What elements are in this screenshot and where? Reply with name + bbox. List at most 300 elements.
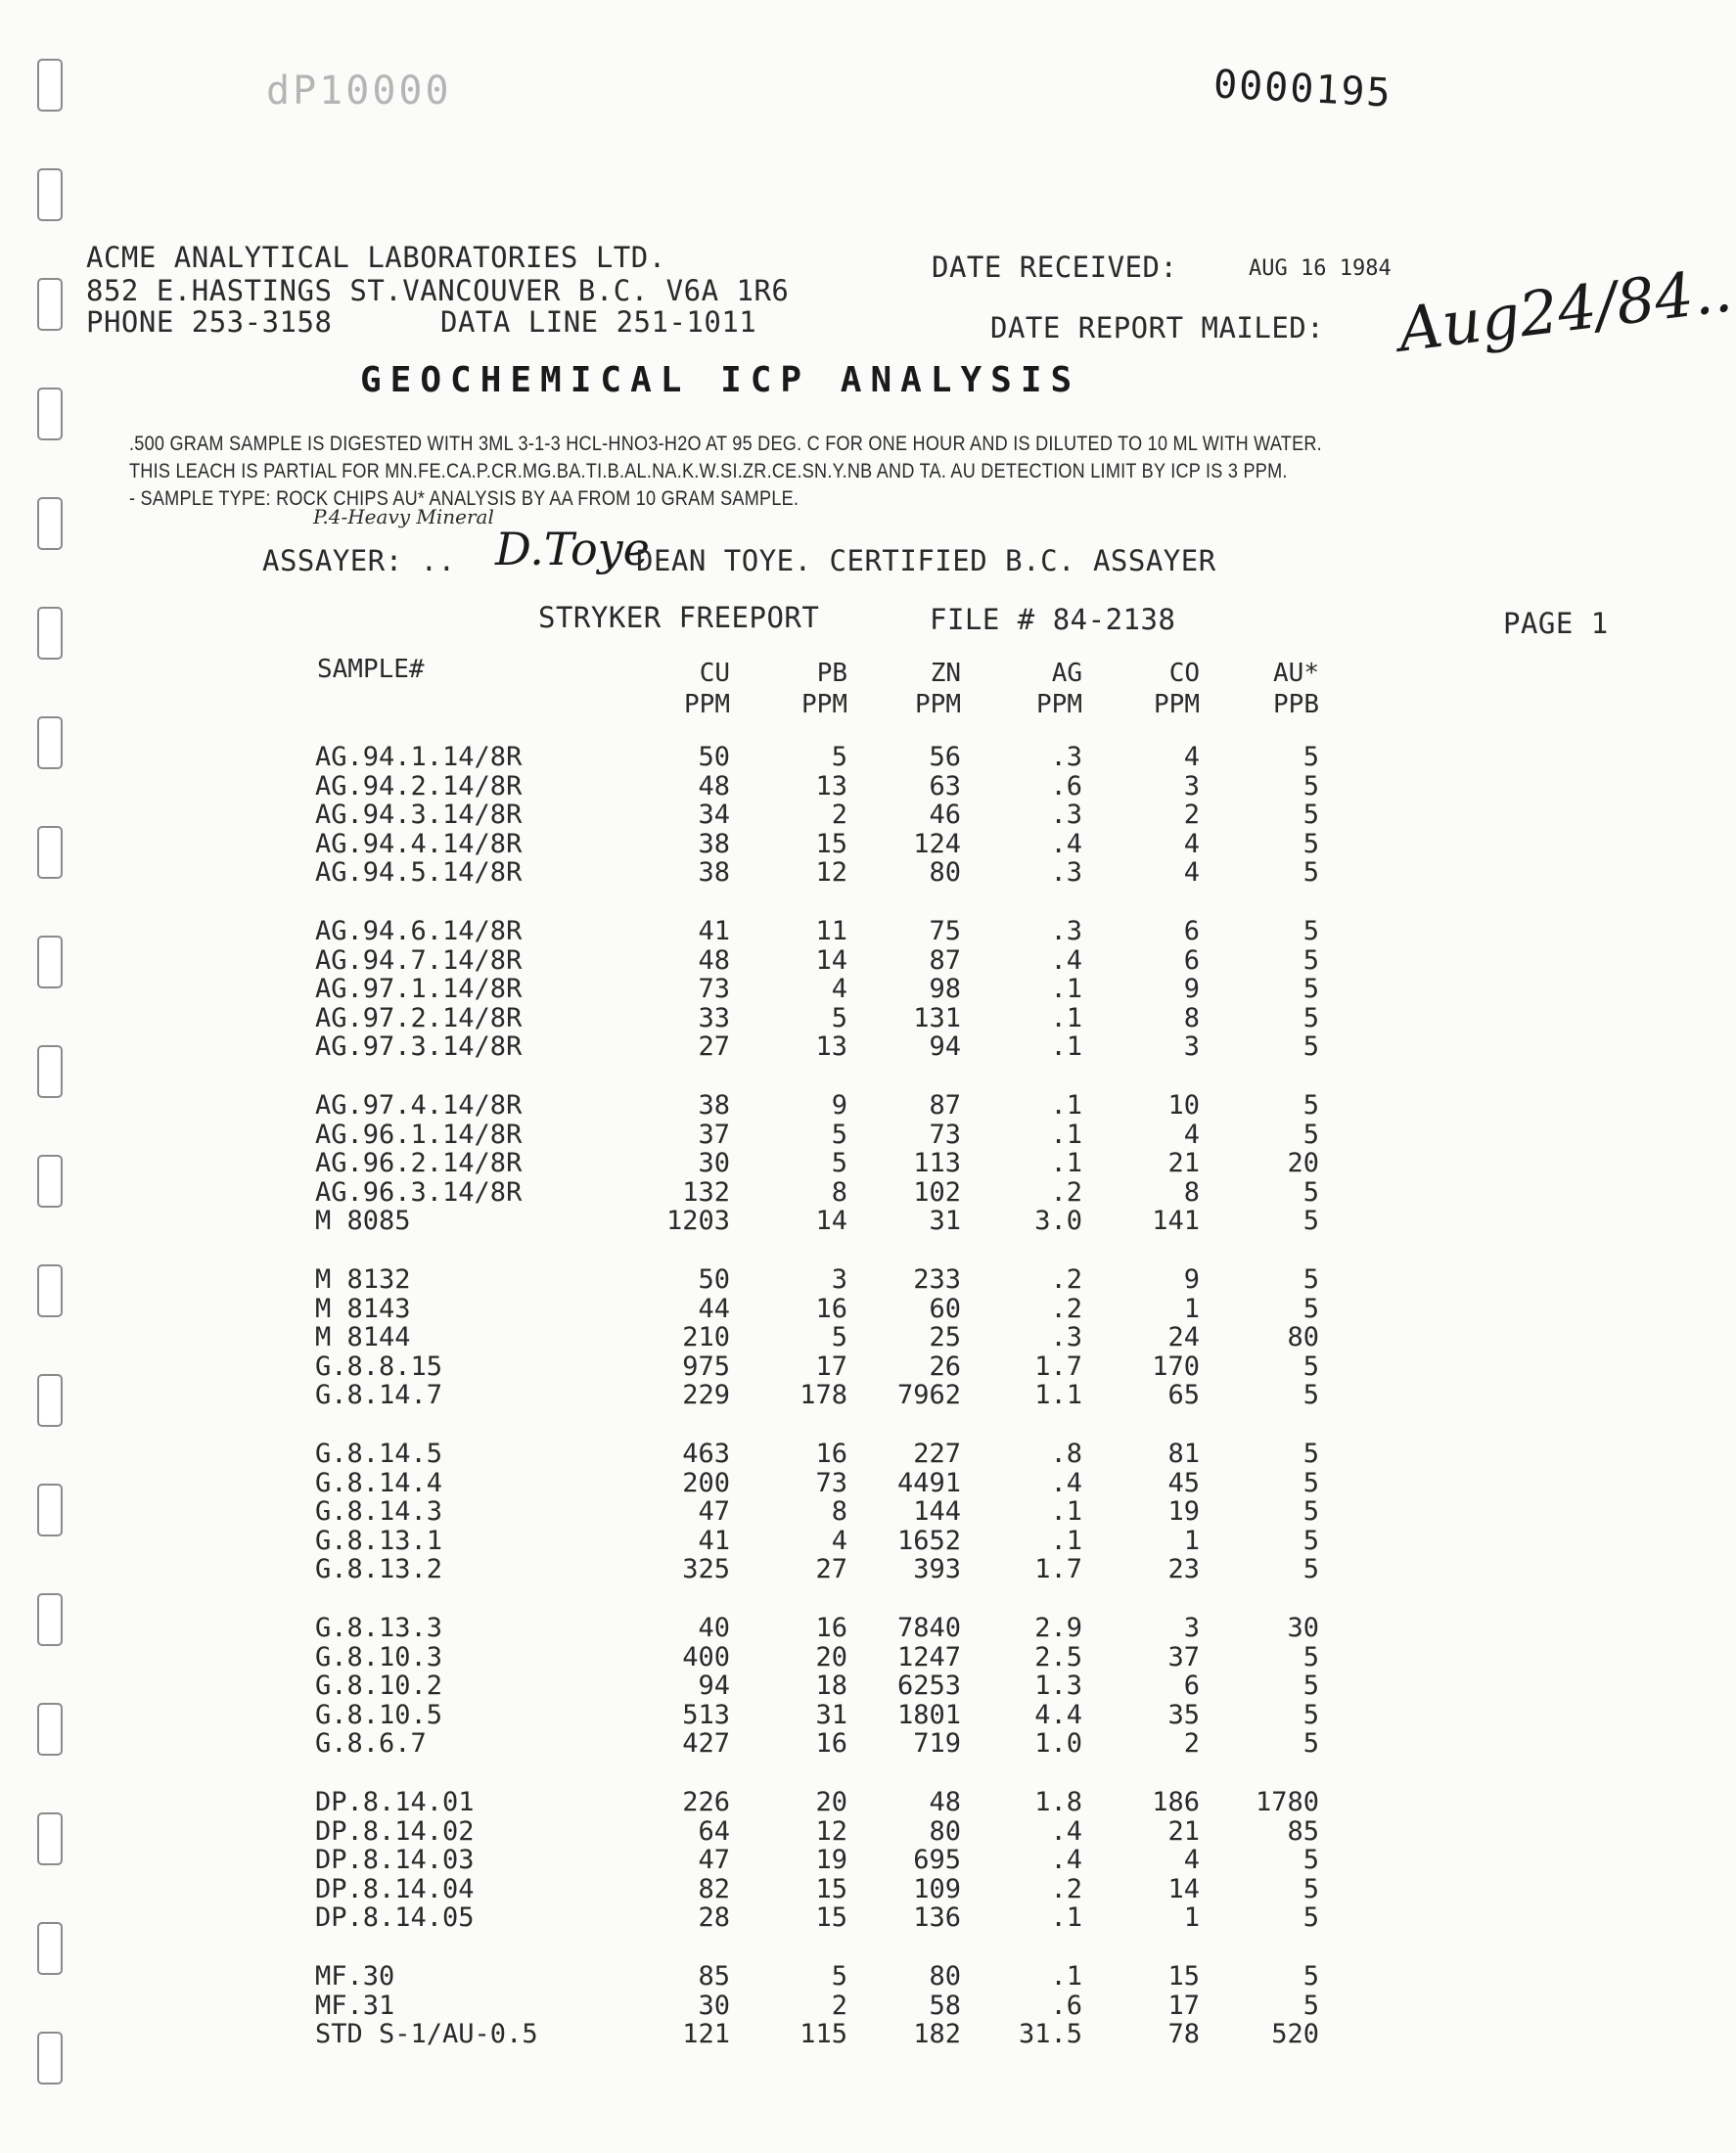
cell-au: 5 [1302, 742, 1319, 772]
table-row [294, 1090, 1370, 1120]
handwritten-note: P.4-Heavy Mineral [313, 505, 494, 528]
project-name: STRYKER FREEPORT [538, 601, 820, 634]
cell-au: 5 [1302, 916, 1319, 946]
cell-cu: 73 [698, 974, 730, 1005]
cell-cu: 47 [698, 1496, 730, 1528]
cell-co: 3 [1183, 1031, 1200, 1063]
cell-zn: 56 [929, 742, 961, 772]
cell-sample: G.8.13.2 [315, 1554, 443, 1585]
table-row [294, 1991, 1370, 2020]
cell-au: 5 [1302, 1090, 1319, 1121]
binder-hole [37, 1593, 63, 1646]
cell-zn: 1247 [896, 1641, 961, 1672]
column-label: ZN [930, 659, 961, 688]
cell-co: 4 [1183, 857, 1200, 889]
cell-cu: 47 [698, 1845, 730, 1876]
cell-pb: 8 [831, 1496, 847, 1528]
cell-ag: .3 [1050, 857, 1082, 889]
cell-cu: 226 [682, 1787, 730, 1817]
cell-cu: 48 [698, 944, 730, 976]
cell-sample: AG.97.3.14/8R [315, 1031, 523, 1063]
cell-sample: AG.96.3.14/8R [315, 1176, 523, 1208]
cell-au: 5 [1302, 857, 1319, 889]
cell-cu: 229 [682, 1380, 730, 1411]
cell-ag: 1.1 [1034, 1380, 1082, 1411]
cell-au: 5 [1302, 1525, 1319, 1556]
table-row [294, 1206, 1370, 1235]
cell-au: 5 [1302, 1496, 1319, 1528]
cell-pb: 5 [831, 1322, 847, 1353]
column-unit: PPM [1036, 690, 1082, 719]
cell-co: 2 [1183, 800, 1200, 831]
cell-pb: 5 [831, 742, 847, 772]
cell-ag: .1 [1050, 974, 1082, 1005]
cell-zn: 144 [913, 1496, 961, 1528]
cell-co: 14 [1167, 1873, 1200, 1904]
cell-ag: .3 [1050, 800, 1082, 831]
cell-co: 65 [1167, 1380, 1200, 1411]
cell-co: 45 [1167, 1467, 1200, 1498]
cell-pb: 4 [831, 1525, 847, 1556]
cell-sample: AG.94.1.14/8R [315, 742, 523, 772]
cell-co: 4 [1183, 742, 1200, 772]
lab-data-line: DATA LINE 251-1011 [440, 305, 757, 339]
page-label: PAGE 1 [1503, 607, 1609, 640]
cell-zn: 4491 [896, 1467, 961, 1498]
cell-sample: M 8085 [315, 1206, 411, 1237]
column-header-cu [684, 658, 730, 720]
cell-ag: .2 [1050, 1293, 1082, 1324]
column-label: CO [1168, 659, 1200, 688]
binder-hole [37, 1484, 63, 1536]
cell-au: 5 [1302, 1845, 1319, 1876]
table-row [294, 857, 1370, 887]
cell-sample: DP.8.14.02 [315, 1815, 475, 1847]
assayer-signature: D.Toye [495, 523, 650, 575]
cell-sample: STD S-1/AU-0.5 [315, 2019, 538, 2050]
cell-sample: M 8143 [315, 1293, 411, 1324]
method-note-3: - SAMPLE TYPE: ROCK CHIPS AU* ANALYSIS BY AA FROM 10 GRAM SAMPLE. [129, 487, 799, 510]
cell-au: 5 [1302, 800, 1319, 831]
cell-zn: 1801 [896, 1699, 961, 1730]
cell-pb: 14 [815, 1206, 847, 1237]
table-row [294, 1294, 1370, 1323]
table-row [294, 945, 1370, 975]
cell-cu: 34 [698, 800, 730, 831]
table-row [294, 2019, 1370, 2048]
cell-zn: 80 [929, 1961, 961, 1992]
cell-co: 1 [1183, 1902, 1200, 1934]
cell-sample: G.8.14.7 [315, 1380, 443, 1411]
cell-pb: 4 [831, 974, 847, 1005]
cell-pb: 15 [815, 828, 847, 859]
cell-cu: 38 [698, 828, 730, 859]
cell-zn: 227 [913, 1439, 961, 1469]
cell-zn: 94 [929, 1031, 961, 1063]
cell-ag: 1.0 [1034, 1728, 1082, 1760]
binder-hole [37, 1922, 63, 1975]
cell-ag: 31.5 [1018, 2019, 1082, 2050]
cell-au: 5 [1302, 1467, 1319, 1498]
cell-sample: AG.97.4.14/8R [315, 1090, 523, 1121]
cell-pb: 13 [815, 770, 847, 802]
cell-ag: .1 [1050, 1961, 1082, 1992]
cell-au: 5 [1302, 828, 1319, 859]
cell-cu: 50 [698, 1264, 730, 1295]
cell-cu: 50 [698, 742, 730, 772]
cell-au: 5 [1302, 944, 1319, 976]
file-number: FILE # 84-2138 [930, 603, 1176, 636]
cell-au: 30 [1287, 1613, 1319, 1643]
table-row [294, 1845, 1370, 1874]
cell-co: 1 [1183, 1293, 1200, 1324]
cell-sample: G.8.14.3 [315, 1496, 443, 1528]
date-received-label: DATE RECEIVED: [932, 251, 1178, 284]
cell-ag: 2.5 [1034, 1641, 1082, 1672]
cell-pb: 31 [815, 1699, 847, 1730]
binder-hole [37, 497, 63, 550]
cell-pb: 15 [815, 1873, 847, 1904]
cell-au: 5 [1302, 1439, 1319, 1469]
cell-ag: .1 [1050, 1119, 1082, 1150]
cell-au: 80 [1287, 1322, 1319, 1353]
table-row [294, 1526, 1370, 1555]
cell-sample: G.8.10.2 [315, 1671, 443, 1702]
binder-hole [37, 1264, 63, 1317]
cell-pb: 12 [815, 1815, 847, 1847]
cell-co: 8 [1183, 1176, 1200, 1208]
binder-hole [37, 716, 63, 769]
cell-ag: .4 [1050, 1845, 1082, 1876]
cell-sample: DP.8.14.01 [315, 1787, 475, 1817]
cell-ag: .3 [1050, 1322, 1082, 1353]
cell-sample: AG.96.1.14/8R [315, 1119, 523, 1150]
cell-au: 1780 [1255, 1787, 1319, 1817]
assayer-name: DEAN TOYE. CERTIFIED B.C. ASSAYER [636, 544, 1216, 577]
cell-co: 6 [1183, 944, 1200, 976]
cell-zn: 7962 [896, 1380, 961, 1411]
column-header-au [1273, 658, 1319, 720]
cell-zn: 182 [913, 2019, 961, 2050]
cell-cu: 48 [698, 770, 730, 802]
table-row [294, 1380, 1370, 1409]
cell-cu: 28 [698, 1902, 730, 1934]
cell-cu: 40 [698, 1613, 730, 1643]
cell-co: 3 [1183, 770, 1200, 802]
cell-ag: .3 [1050, 916, 1082, 946]
cell-ag: .1 [1050, 1525, 1082, 1556]
cell-ag: 4.4 [1034, 1699, 1082, 1730]
cell-co: 4 [1183, 1119, 1200, 1150]
cell-pb: 8 [831, 1176, 847, 1208]
date-mailed-handwritten: Aug24/84.. [1393, 253, 1736, 366]
binder-hole [37, 1374, 63, 1427]
binder-hole [37, 168, 63, 221]
cell-ag: .1 [1050, 1902, 1082, 1934]
cell-pb: 19 [815, 1845, 847, 1876]
table-row [294, 1554, 1370, 1583]
binder-hole [37, 1703, 63, 1756]
table-row [294, 1613, 1370, 1642]
cell-co: 4 [1183, 1845, 1200, 1876]
cell-zn: 98 [929, 974, 961, 1005]
cell-ag: .1 [1050, 1031, 1082, 1063]
cell-ag: .4 [1050, 1815, 1082, 1847]
cell-co: 3 [1183, 1613, 1200, 1643]
cell-ag: .6 [1050, 770, 1082, 802]
cell-cu: 37 [698, 1119, 730, 1150]
cell-co: 24 [1167, 1322, 1200, 1353]
cell-au: 5 [1302, 1671, 1319, 1702]
cell-cu: 82 [698, 1873, 730, 1904]
cell-ag: .4 [1050, 944, 1082, 976]
cell-ag: .3 [1050, 742, 1082, 772]
cell-zn: 25 [929, 1322, 961, 1353]
table-row [294, 1439, 1370, 1468]
cell-au: 5 [1302, 1206, 1319, 1237]
cell-au: 5 [1302, 1119, 1319, 1150]
table-row [294, 1148, 1370, 1177]
cell-au: 5 [1302, 1002, 1319, 1033]
cell-cu: 44 [698, 1293, 730, 1324]
cell-pb: 178 [799, 1380, 847, 1411]
cell-zn: 87 [929, 944, 961, 976]
cell-co: 81 [1167, 1439, 1200, 1469]
cell-au: 5 [1302, 770, 1319, 802]
cell-ag: .6 [1050, 1990, 1082, 2021]
cell-ag: 1.7 [1034, 1351, 1082, 1382]
lab-name: ACME ANALYTICAL LABORATORIES LTD. [86, 241, 666, 274]
cell-zn: 58 [929, 1990, 961, 2021]
cell-ag: 1.7 [1034, 1554, 1082, 1585]
column-header-sample [317, 654, 425, 685]
cell-pb: 2 [831, 1990, 847, 2021]
cell-au: 5 [1302, 974, 1319, 1005]
cell-sample: AG.94.3.14/8R [315, 800, 523, 831]
cell-co: 37 [1167, 1641, 1200, 1672]
cell-ag: 2.9 [1034, 1613, 1082, 1643]
cell-cu: 33 [698, 1002, 730, 1033]
cell-cu: 38 [698, 857, 730, 889]
cell-ag: .1 [1050, 1496, 1082, 1528]
table-row [294, 1874, 1370, 1903]
cell-sample: DP.8.14.04 [315, 1873, 475, 1904]
cell-au: 20 [1287, 1148, 1319, 1179]
table-row [294, 742, 1370, 771]
cell-co: 9 [1183, 1264, 1200, 1295]
cell-ag: .1 [1050, 1148, 1082, 1179]
cell-au: 5 [1302, 1641, 1319, 1672]
binder-hole [37, 826, 63, 879]
cell-pb: 3 [831, 1264, 847, 1295]
table-row [294, 1700, 1370, 1729]
table-row [294, 1322, 1370, 1351]
cell-cu: 975 [682, 1351, 730, 1382]
cell-cu: 41 [698, 1525, 730, 1556]
cell-au: 5 [1302, 1351, 1319, 1382]
cell-zn: 80 [929, 857, 961, 889]
cell-co: 170 [1152, 1351, 1200, 1382]
table-row [294, 1351, 1370, 1381]
column-header-pb [801, 658, 847, 720]
cell-cu: 513 [682, 1699, 730, 1730]
cell-cu: 200 [682, 1467, 730, 1498]
column-label: AG [1051, 659, 1082, 688]
cell-pb: 5 [831, 1002, 847, 1033]
cell-au: 5 [1302, 1031, 1319, 1063]
cell-pb: 20 [815, 1787, 847, 1817]
cell-zn: 719 [913, 1728, 961, 1760]
cell-pb: 115 [799, 2019, 847, 2050]
binder-hole [37, 59, 63, 112]
cell-cu: 85 [698, 1961, 730, 1992]
cell-co: 21 [1167, 1148, 1200, 1179]
cell-sample: AG.97.1.14/8R [315, 974, 523, 1005]
cell-pb: 18 [815, 1671, 847, 1702]
cell-pb: 9 [831, 1090, 847, 1121]
column-unit: PPM [1154, 690, 1200, 719]
cell-pb: 16 [815, 1728, 847, 1760]
cell-pb: 12 [815, 857, 847, 889]
column-label: CU [699, 659, 730, 688]
faint-stamp-number: dP10000 [266, 69, 452, 114]
cell-cu: 38 [698, 1090, 730, 1121]
cell-zn: 7840 [896, 1613, 961, 1643]
cell-sample: G.8.14.4 [315, 1467, 443, 1498]
cell-au: 85 [1287, 1815, 1319, 1847]
cell-zn: 46 [929, 800, 961, 831]
cell-co: 21 [1167, 1815, 1200, 1847]
cell-co: 35 [1167, 1699, 1200, 1730]
column-label: AU* [1273, 659, 1319, 688]
cell-zn: 6253 [896, 1671, 961, 1702]
method-note-1: .500 GRAM SAMPLE IS DIGESTED WITH 3ML 3-1-3 HCL-HNO3-H2O AT 95 DEG. C FOR ONE HOUR AND IS DILUTED TO 10 ML WITH WATER. [129, 433, 1322, 455]
table-row [294, 916, 1370, 945]
cell-cu: 210 [682, 1322, 730, 1353]
cell-au: 5 [1302, 1902, 1319, 1934]
cell-sample: M 8132 [315, 1264, 411, 1295]
cell-co: 1 [1183, 1525, 1200, 1556]
cell-ag: .8 [1050, 1439, 1082, 1469]
cell-zn: 80 [929, 1815, 961, 1847]
cell-au: 520 [1271, 2019, 1319, 2050]
cell-ag: 1.8 [1034, 1787, 1082, 1817]
cell-zn: 233 [913, 1264, 961, 1295]
table-row [294, 829, 1370, 858]
cell-sample: M 8144 [315, 1322, 411, 1353]
cell-cu: 1203 [665, 1206, 730, 1237]
report-title: GEOCHEMICAL ICP ANALYSIS [360, 360, 1081, 400]
cell-pb: 16 [815, 1293, 847, 1324]
table-row [294, 1671, 1370, 1700]
cell-zn: 102 [913, 1176, 961, 1208]
cell-zn: 87 [929, 1090, 961, 1121]
column-unit: PPM [801, 690, 847, 719]
cell-co: 10 [1167, 1090, 1200, 1121]
cell-sample: AG.94.5.14/8R [315, 857, 523, 889]
table-row [294, 1003, 1370, 1032]
cell-sample: DP.8.14.05 [315, 1902, 475, 1934]
cell-pb: 14 [815, 944, 847, 976]
binder-hole [37, 2032, 63, 2084]
cell-pb: 13 [815, 1031, 847, 1063]
cell-pb: 2 [831, 800, 847, 831]
column-label: PB [816, 659, 847, 688]
cell-co: 186 [1152, 1787, 1200, 1817]
cell-ag: .4 [1050, 828, 1082, 859]
table-row [294, 1468, 1370, 1497]
binder-hole [37, 388, 63, 440]
cell-zn: 75 [929, 916, 961, 946]
cell-cu: 30 [698, 1990, 730, 2021]
cell-zn: 48 [929, 1787, 961, 1817]
cell-pb: 5 [831, 1119, 847, 1150]
cell-cu: 463 [682, 1439, 730, 1469]
cell-cu: 132 [682, 1176, 730, 1208]
cell-sample: AG.94.6.14/8R [315, 916, 523, 946]
column-label: SAMPLE# [317, 655, 425, 684]
cell-sample: DP.8.14.03 [315, 1845, 475, 1876]
table-row [294, 1902, 1370, 1932]
cell-cu: 94 [698, 1671, 730, 1702]
cell-sample: G.8.10.3 [315, 1641, 443, 1672]
binder-hole [37, 1045, 63, 1098]
cell-co: 141 [1152, 1206, 1200, 1237]
cell-cu: 427 [682, 1728, 730, 1760]
cell-cu: 27 [698, 1031, 730, 1063]
cell-au: 5 [1302, 1699, 1319, 1730]
cell-au: 5 [1302, 1961, 1319, 1992]
cell-ag: 3.0 [1034, 1206, 1082, 1237]
column-header-zn [915, 658, 961, 720]
cell-pb: 16 [815, 1613, 847, 1643]
cell-sample: AG.94.2.14/8R [315, 770, 523, 802]
cell-pb: 5 [831, 1148, 847, 1179]
table-row [294, 800, 1370, 829]
table-row [294, 1264, 1370, 1294]
binder-hole [37, 1812, 63, 1865]
cell-pb: 17 [815, 1351, 847, 1382]
date-mailed-label: DATE REPORT MAILED: [990, 311, 1325, 344]
cell-au: 5 [1302, 1873, 1319, 1904]
cell-co: 6 [1183, 916, 1200, 946]
cell-co: 4 [1183, 828, 1200, 859]
cell-cu: 64 [698, 1815, 730, 1847]
table-row [294, 1496, 1370, 1526]
table-row [294, 1961, 1370, 1991]
cell-sample: AG.94.7.14/8R [315, 944, 523, 976]
cell-ag: 1.3 [1034, 1671, 1082, 1702]
table-row [294, 1816, 1370, 1846]
binder-hole [37, 607, 63, 660]
cell-sample: MF.31 [315, 1990, 395, 2021]
table-row [294, 1031, 1370, 1061]
table-row [294, 771, 1370, 801]
cell-sample: AG.97.2.14/8R [315, 1002, 523, 1033]
lab-phone: PHONE 253-3158 [86, 305, 333, 339]
cell-pb: 11 [815, 916, 847, 946]
cell-zn: 60 [929, 1293, 961, 1324]
cell-zn: 131 [913, 1002, 961, 1033]
cell-zn: 124 [913, 828, 961, 859]
method-note-2: THIS LEACH IS PARTIAL FOR MN.FE.CA.P.CR.MG.BA.TI.B.AL.NA.K.W.SI.ZR.CE.SN.Y.NB AND TA. AU DETECTION LIMIT BY ICP IS 3 PPM. [129, 460, 1288, 482]
cell-co: 23 [1167, 1554, 1200, 1585]
cell-pb: 20 [815, 1641, 847, 1672]
cell-sample: MF.30 [315, 1961, 395, 1992]
lab-address: 852 E.HASTINGS ST.VANCOUVER B.C. V6A 1R6 [86, 274, 790, 307]
cell-zn: 31 [929, 1206, 961, 1237]
cell-sample: AG.94.4.14/8R [315, 828, 523, 859]
